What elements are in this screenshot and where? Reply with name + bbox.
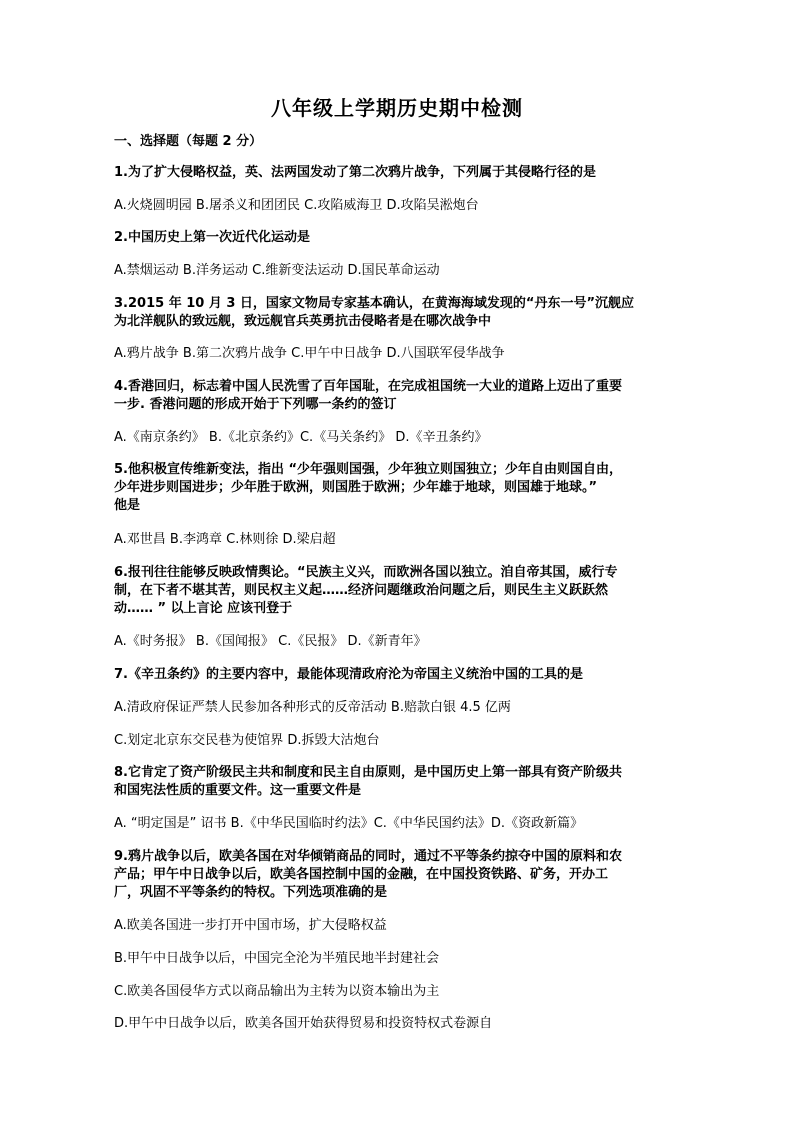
question-9-option-c: C.欧美各国侵华方式以商品输出为主转为以资本输出为主	[114, 984, 440, 999]
question-3-stem-line2: 为北洋舰队的致远舰，致远舰官兵英勇抗击侵略者是在哪次战争中	[114, 314, 492, 329]
question-5-stem-line2: 少年进步则国进步；少年胜于欧洲，则国胜于欧洲；少年雄于地球，则国雄于地球。”	[114, 480, 598, 495]
question-6-stem-line1: 6.报刊往往能够反映政情舆论。“民族主义兴，而欧洲各国以独立。洎自帝其国，威行专	[114, 565, 618, 580]
question-9-stem-line2: 产品；甲午中日战争以后，欧美各国控制中国的金融，在中国投资铁路、矿务，开办工	[114, 867, 609, 882]
question-9-option-d: D.甲午中日战争以后，欧美各国开始获得贸易和投资特权式卷源自	[114, 1016, 493, 1031]
question-8-stem-line2: 和国宪法性质的重要文件。这一重要文件是	[114, 783, 362, 798]
question-3-options: A.鸦片战争 B.第二次鸦片战争 C.甲午中日战争 D.八国联军侵华战争	[114, 346, 505, 361]
question-3-stem-line1: 3.2015 年 10 月 3 日，国家文物局专家基本确认，在黄海海域发现的“丹东一号”沉舰应	[114, 296, 635, 311]
question-9-option-a: A.欧美各国进一步打开中国市场，扩大侵略权益	[114, 918, 387, 933]
question-7-stem: 7.《辛丑条约》的主要内容中，最能体现清政府沦为帝国主义统治中国的工具的是	[114, 667, 583, 682]
question-5-options: A.邓世昌 B.李鸿章 C.林则徐 D.梁启超	[114, 532, 336, 547]
question-2-options: A.禁烟运动 B.洋务运动 C.维新变法运动 D.国民革命运动	[114, 263, 440, 278]
question-6-stem-line3: 动…… ” 以上言论 应该刊登于	[114, 601, 293, 616]
question-5-stem-line1: 5.他积极宣传维新变法，指出 “少年强则国强，少年独立则国独立；少年自由则国自由，	[114, 462, 623, 477]
section-heading: 一、选择题（每题 2 分）	[114, 134, 263, 149]
question-9-stem-line3: 厂，巩固不平等条约的特权。下列选项准确的是	[114, 885, 388, 900]
question-7-options-cd: C.划定北京东交民巷为使馆界 D.拆毁大沽炮台	[114, 733, 380, 748]
question-1-options: A.火烧圆明园 B.屠杀义和团团民 C.攻陷威海卫 D.攻陷吴淞炮台	[114, 198, 479, 213]
page-title: 八年级上学期历史期中检测	[271, 96, 523, 120]
question-5-stem-line3: 他是	[114, 498, 141, 513]
question-8-stem-line1: 8.它肯定了资产阶级民主共和制度和民主自由原则，是中国历史上第一部具有资产阶级共	[114, 765, 622, 780]
question-1-stem: 1.为了扩大侵略权益，英、法两国发动了第二次鸦片战争，下列属于其侵略行径的是	[114, 165, 596, 180]
question-4-stem-line1: 4.香港回归，标志着中国人民洗雪了百年国耻，在完成祖国统一大业的道路上迈出了重要	[114, 379, 622, 394]
question-8-options: A. “明定国是” 诏书 B.《中华民国临时约法》C.《中华民国约法》D.《资政新篇》	[114, 816, 584, 831]
question-9-stem-line1: 9.鸦片战争以后，欧美各国在对华倾销商品的同时，通过不平等条约掠夺中国的原料和农	[114, 849, 622, 864]
question-6-options: A.《时务报》 B.《国闻报》 C.《民报》 D.《新青年》	[114, 634, 427, 649]
question-9-option-b: B.甲午中日战争以后，中国完全沦为半殖民地半封建社会	[114, 951, 440, 966]
question-4-options: A.《南京条约》 B.《北京条约》C.《马关条约》 D.《辛丑条约》	[114, 430, 488, 445]
question-7-options-ab: A.清政府保证严禁人民参加各种形式的反帝活动 B.赔款白银 4.5 亿两	[114, 700, 511, 715]
question-4-stem-line2: 一步. 香港问题的形成开始于下列哪一条约的签订	[114, 397, 397, 412]
question-6-stem-line2: 制，在下者不堪其苦，则民权主义起……经济问题继政治问题之后，则民生主义跃跃然	[114, 583, 609, 598]
question-2-stem: 2.中国历史上第一次近代化运动是	[114, 230, 310, 245]
